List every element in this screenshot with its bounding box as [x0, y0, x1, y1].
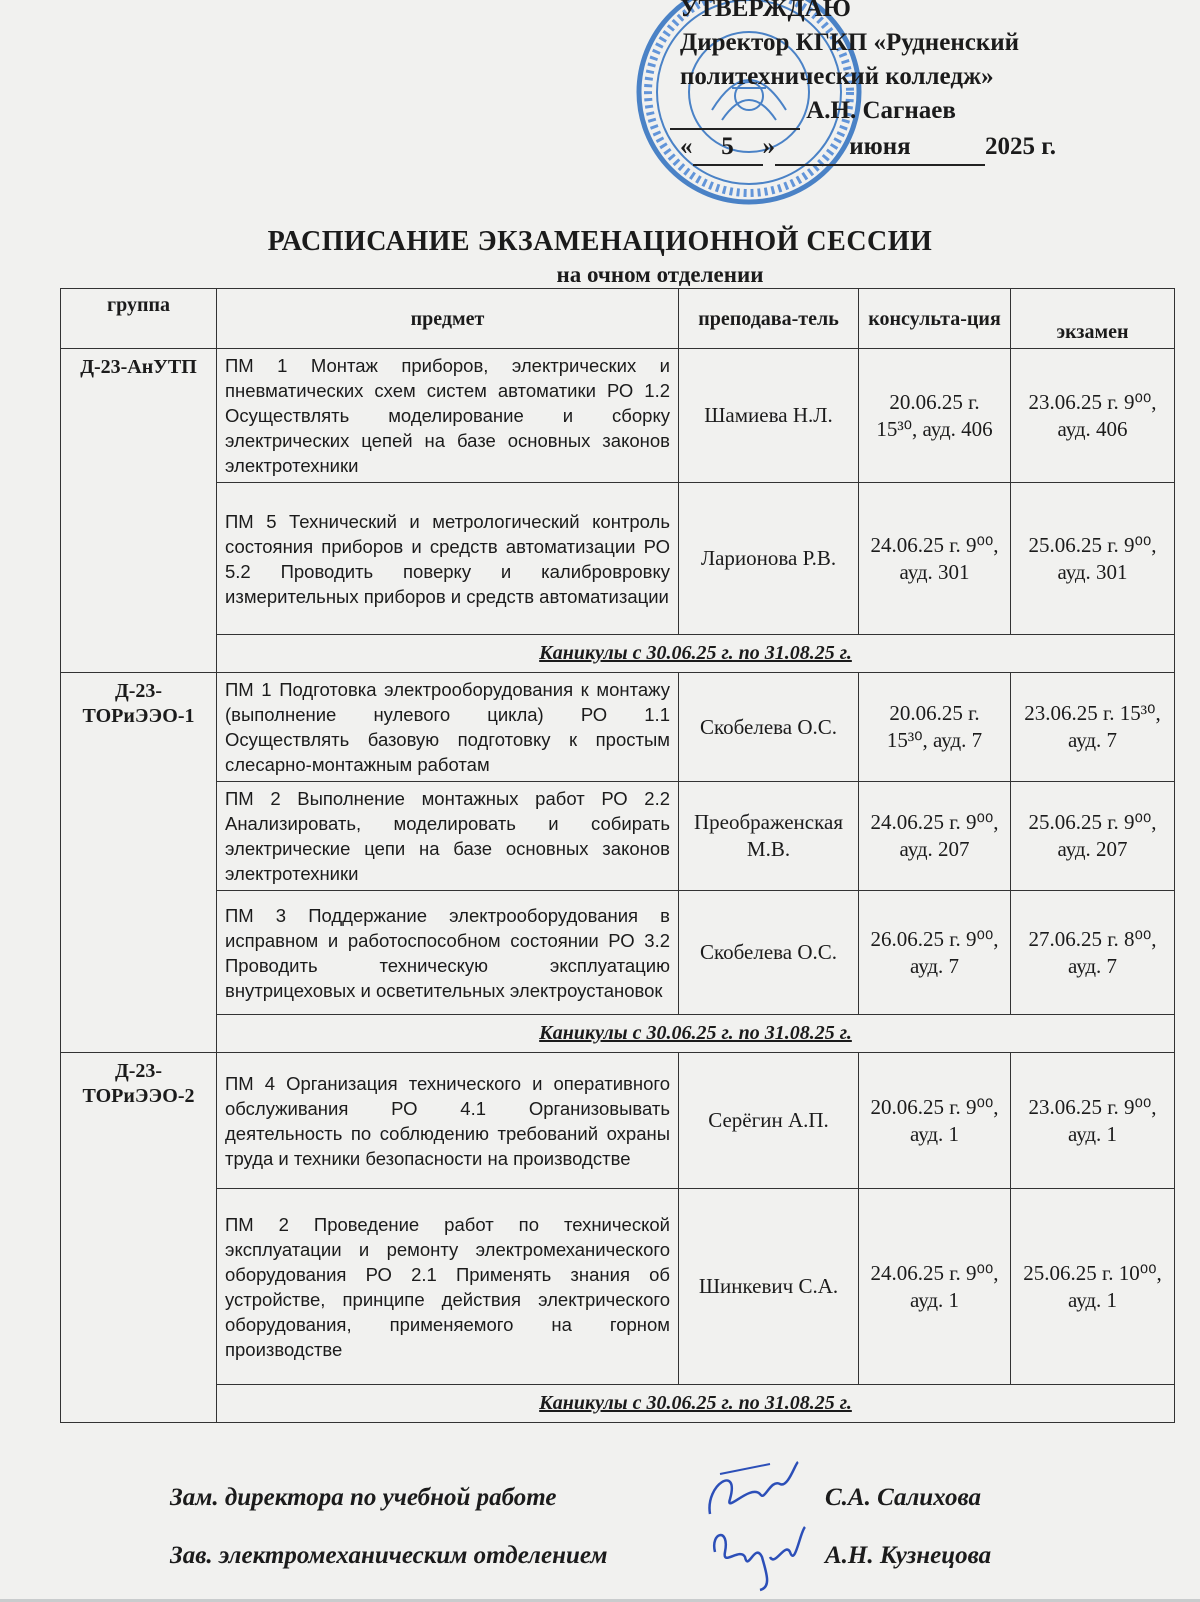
subject-cell: ПМ 2 Проведение работ по технической эксплуатации и ремонту электромеханического оборудования РО 2.1 Применять знания об устройстве, принципе действия электрического оборудования, применяемого на горном производстве — [217, 1189, 679, 1385]
table-row — [61, 1053, 1175, 1189]
exam-cell: 23.06.25 г. 15³⁰, ауд. 7 — [1011, 673, 1175, 782]
table-row — [61, 891, 1175, 1015]
signature-row — [0, 1542, 1200, 1602]
table-row — [61, 782, 1175, 891]
approval-day: 5 — [693, 130, 763, 166]
signer-name: С.А. Салихова — [825, 1484, 982, 1511]
approval-month: июня — [775, 130, 985, 166]
approval-year: 2025 г. — [985, 133, 1057, 160]
approval-block — [680, 0, 1180, 166]
subject-cell: ПМ 5 Технический и метрологический контроль состояния приборов и средств автоматизации РО 5.2 Проводить поверку и калибровровку измерительных приборов и средств автоматизации — [217, 483, 679, 635]
exam-cell: 25.06.25 г. 9⁰⁰, ауд. 301 — [1011, 483, 1175, 635]
table-row — [61, 483, 1175, 635]
exam-cell: 25.06.25 г. 9⁰⁰, ауд. 207 — [1011, 782, 1175, 891]
consultation-cell: 24.06.25 г. 9⁰⁰, ауд. 1 — [859, 1189, 1011, 1385]
vacation-note — [217, 1385, 1175, 1423]
subject-cell: ПМ 2 Выполнение монтажных работ РО 2.2 Анализировать, моделировать и собирать электрические цепи на базе основных законов электротехники — [217, 782, 679, 891]
exam-cell: 23.06.25 г. 9⁰⁰, ауд. 406 — [1011, 349, 1175, 483]
subject-cell: ПМ 4 Организация технического и оперативного обслуживания РО 4.1 Организовывать деятельность по соблюдению требований охраны труда и техники безопасности на производстве — [217, 1053, 679, 1189]
vacation-row — [61, 1015, 1175, 1053]
vacation-text: Каникулы с 30.06.25 г. по 31.08.25 г. — [539, 1022, 852, 1044]
approval-college: политехнический колледж» — [680, 63, 994, 90]
signer-name: А.Н. Кузнецова — [825, 1542, 992, 1569]
document-subtitle: на очном отделении — [556, 262, 764, 287]
consultation-cell: 24.06.25 г. 9⁰⁰, ауд. 301 — [859, 483, 1011, 635]
approval-heading: УТВЕРЖДАЮ — [680, 0, 851, 22]
teacher-cell: Шинкевич С.А. — [679, 1189, 859, 1385]
header-subject: предмет — [217, 289, 679, 349]
approval-name-line — [680, 94, 1180, 130]
signer-role: Зав. электромеханическим отделением — [170, 1542, 608, 1569]
document-title: РАСПИСАНИЕ ЭКЗАМЕНАЦИОННОЙ СЕССИИ — [267, 226, 933, 257]
consultation-cell: 26.06.25 г. 9⁰⁰, ауд. 7 — [859, 891, 1011, 1015]
group-name: Д-23-ТОРиЭЭО-2 — [61, 1053, 217, 1423]
consultation-cell: 24.06.25 г. 9⁰⁰, ауд. 207 — [859, 782, 1011, 891]
exam-cell: 25.06.25 г. 10⁰⁰, ауд. 1 — [1011, 1189, 1175, 1385]
vacation-row — [61, 1385, 1175, 1423]
approval-name: А.Н. Сагнаев — [806, 97, 956, 124]
date-open-quote: « — [680, 133, 693, 160]
vacation-row — [61, 635, 1175, 673]
teacher-cell: Скобелева О.С. — [679, 673, 859, 782]
teacher-cell: Преображенская М.В. — [679, 782, 859, 891]
teacher-cell: Серёгин А.П. — [679, 1053, 859, 1189]
teacher-cell: Шамиева Н.Л. — [679, 349, 859, 483]
header-teacher: преподава-тель — [679, 289, 859, 349]
consultation-cell: 20.06.25 г. 9⁰⁰, ауд. 1 — [859, 1053, 1011, 1189]
vacation-note — [217, 635, 1175, 673]
vacation-note — [217, 1015, 1175, 1053]
table-row — [61, 673, 1175, 782]
consultation-cell: 20.06.25 г. 15³⁰, ауд. 406 — [859, 349, 1011, 483]
consultation-cell: 20.06.25 г. 15³⁰, ауд. 7 — [859, 673, 1011, 782]
table-header-row — [61, 289, 1175, 349]
table-row — [61, 349, 1175, 483]
subject-cell: ПМ 3 Поддержание электрооборудования в исправном и работоспособном состоянии РО 3.2 Проводить техническую эксплуатацию внутрицеховых и осветительных электроустановок — [217, 891, 679, 1015]
header-group: группа — [61, 289, 217, 349]
header-exam: экзамен — [1011, 289, 1175, 349]
subject-cell: ПМ 1 Подготовка электрооборудования к монтажу (выполнение нулевого цикла) РО 1.1 Осуществлять базовую подготовку к простым слесарно-монтажным работам — [217, 673, 679, 782]
signature-blank — [670, 94, 800, 130]
header-consultation: консульта-ция — [859, 289, 1011, 349]
group-name: Д-23-ТОРиЭЭО-1 — [61, 673, 217, 1053]
exam-cell: 23.06.25 г. 9⁰⁰, ауд. 1 — [1011, 1053, 1175, 1189]
vacation-text: Каникулы с 30.06.25 г. по 31.08.25 г. — [539, 1392, 852, 1414]
subject-cell: ПМ 1 Монтаж приборов, электрических и пневматических схем систем автоматики РО 1.2 Осуществлять моделирование и сборку электрических цепей на базе основных законов электротехники — [217, 349, 679, 483]
date-close-quote: » — [762, 133, 775, 160]
exam-schedule-table — [60, 288, 1175, 1423]
approval-date-line — [680, 130, 1180, 166]
signer-role: Зам. директора по учебной работе — [170, 1484, 557, 1511]
table-row — [61, 1189, 1175, 1385]
signature-row — [0, 1484, 1200, 1544]
vacation-text: Каникулы с 30.06.25 г. по 31.08.25 г. — [539, 642, 852, 664]
group-name: Д-23-АнУТП — [61, 349, 217, 673]
approval-position: Директор КГКП «Рудненский — [680, 29, 1020, 56]
exam-cell: 27.06.25 г. 8⁰⁰, ауд. 7 — [1011, 891, 1175, 1015]
teacher-cell: Ларионова Р.В. — [679, 483, 859, 635]
handwritten-signature — [700, 1512, 810, 1592]
teacher-cell: Скобелева О.С. — [679, 891, 859, 1015]
